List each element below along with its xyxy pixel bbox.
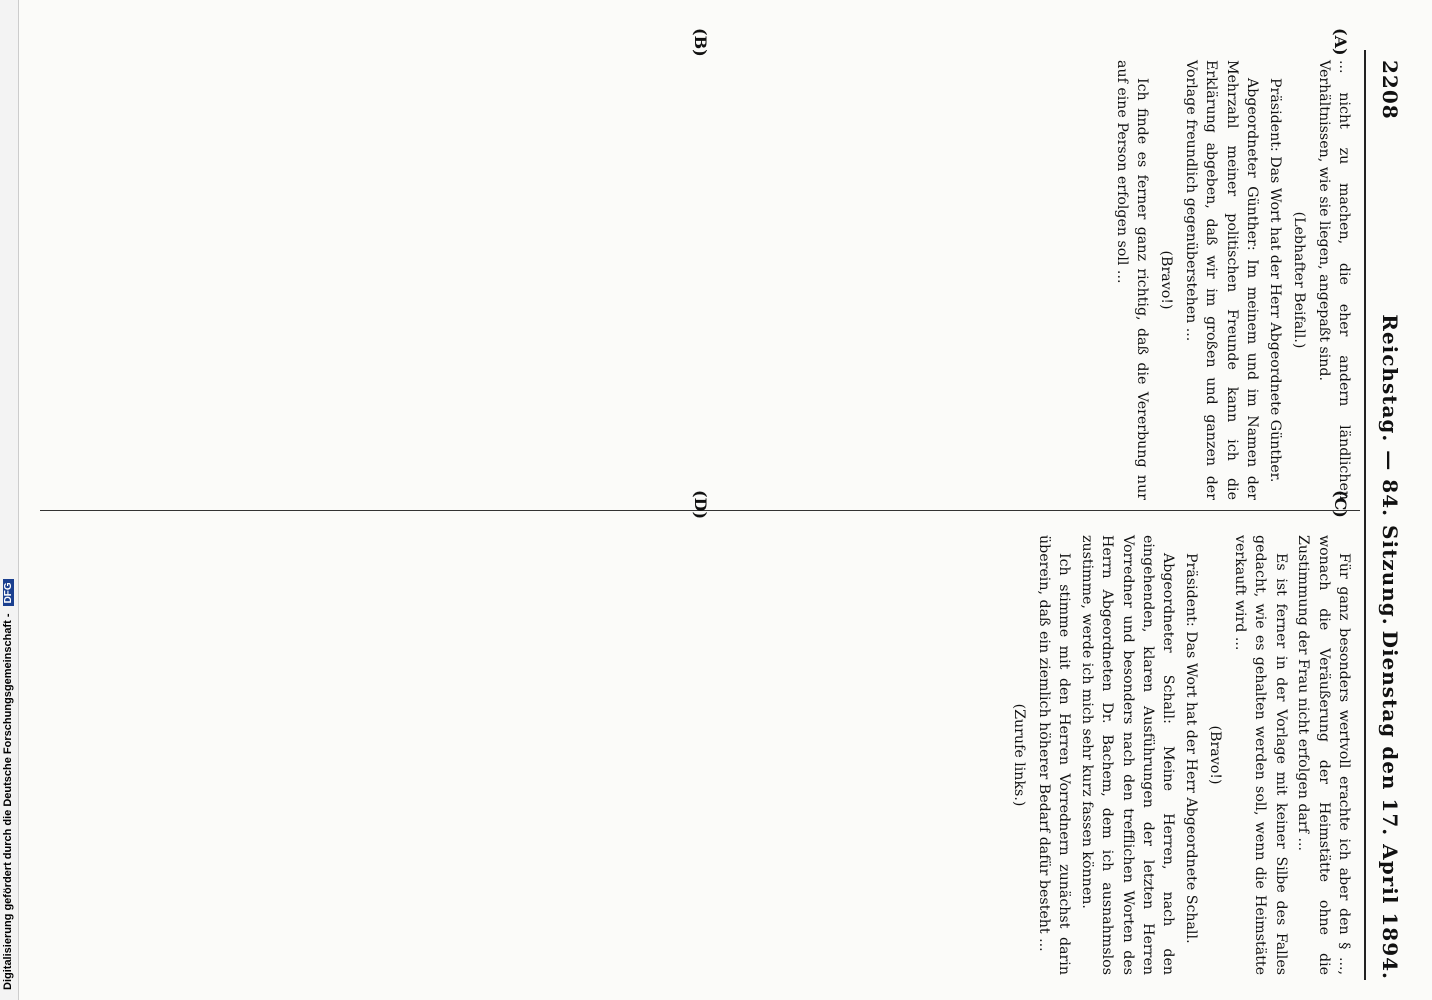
paragraph: ... nicht zu machen, die eher andern ländlichen Verhältnissen, wie sie liegen, angepaßt sind. — [1315, 60, 1352, 500]
paragraph: Abgeordneter Günther: Im meinem und im Namen der Mehrzahl meiner politischen Freunde kann ich die Erklärung abgeben, daß wir im großen und ganzen der Vorlage freundlich gegenüberstehen ... — [1182, 60, 1261, 500]
page-header — [1370, 20, 1410, 990]
digitization-credit — [2, 0, 14, 990]
session-title: Reichstag. — 84. Sitzung. — [1378, 314, 1402, 626]
page-number: 2208 — [1378, 60, 1402, 120]
interjection: (Lebhafter Beifall.) — [1291, 211, 1308, 349]
speaker-announcement: Präsident: Das Wort hat der Herr Abgeordnete Schall. — [1182, 553, 1199, 944]
paragraph: Es ist ferner in der Vorlage mit keiner Silbe des Falles gedacht, wie es gehalten werden soll, wenn die Heimstätte verkauft wird ... — [1231, 535, 1289, 975]
left-column — [1109, 60, 1354, 500]
digitization-credit-text: Digitalisierung gefördert durch die Deutsche Forschungsgemeinschaft - — [2, 613, 14, 990]
margin-letter-b: (B) — [691, 28, 710, 57]
session-date: Dienstag den 17. April 1894. — [1378, 630, 1402, 980]
dfg-logo: DFG — [3, 579, 14, 606]
margin-letter-d: (D) — [691, 490, 710, 520]
rotated-page-content — [20, 20, 1410, 990]
interjection: (Zurufe links.) — [1011, 703, 1028, 807]
header-rule — [1364, 50, 1366, 980]
paragraph: Ich stimme mit den Herren Vorrednern zunächst darin überein, daß ein ziemlich höherer Bedarf dafür besteht ... — [1035, 535, 1073, 975]
interjection: (Bravo!) — [1158, 250, 1175, 310]
margin-letter-c: (C) — [1331, 490, 1350, 518]
margin-letter-a: (A) — [1331, 28, 1350, 56]
digitization-credit-strip — [0, 0, 19, 1000]
paragraph: Abgeordneter Schall: Meine Herren, nach den eingehenden, klaren Ausführungen der letzten Herren Vorredner und besonders nach den trefflichen Worten des Herrn Abgeordneten Dr. Bachem, dem ich ausnahmslos zustimme, werde ich mich sehr kurz fassen können. — [1078, 535, 1177, 975]
right-column — [1005, 535, 1354, 975]
interjection: (Bravo!) — [1207, 725, 1224, 785]
paragraph: Ich finde es ferner ganz richtig, daß die Vererbung nur auf eine Person erfolgen soll ... — [1113, 60, 1151, 500]
paragraph: Für ganz besonders wertvoll erachte ich aber den § ..., wonach die Veräußerung der Heimstätte ohne die Zustimmung der Frau nicht erfolgen darf ... — [1295, 535, 1352, 975]
speaker-announcement: Präsident: Das Wort hat der Herr Abgeordnete Günther. — [1266, 78, 1283, 483]
